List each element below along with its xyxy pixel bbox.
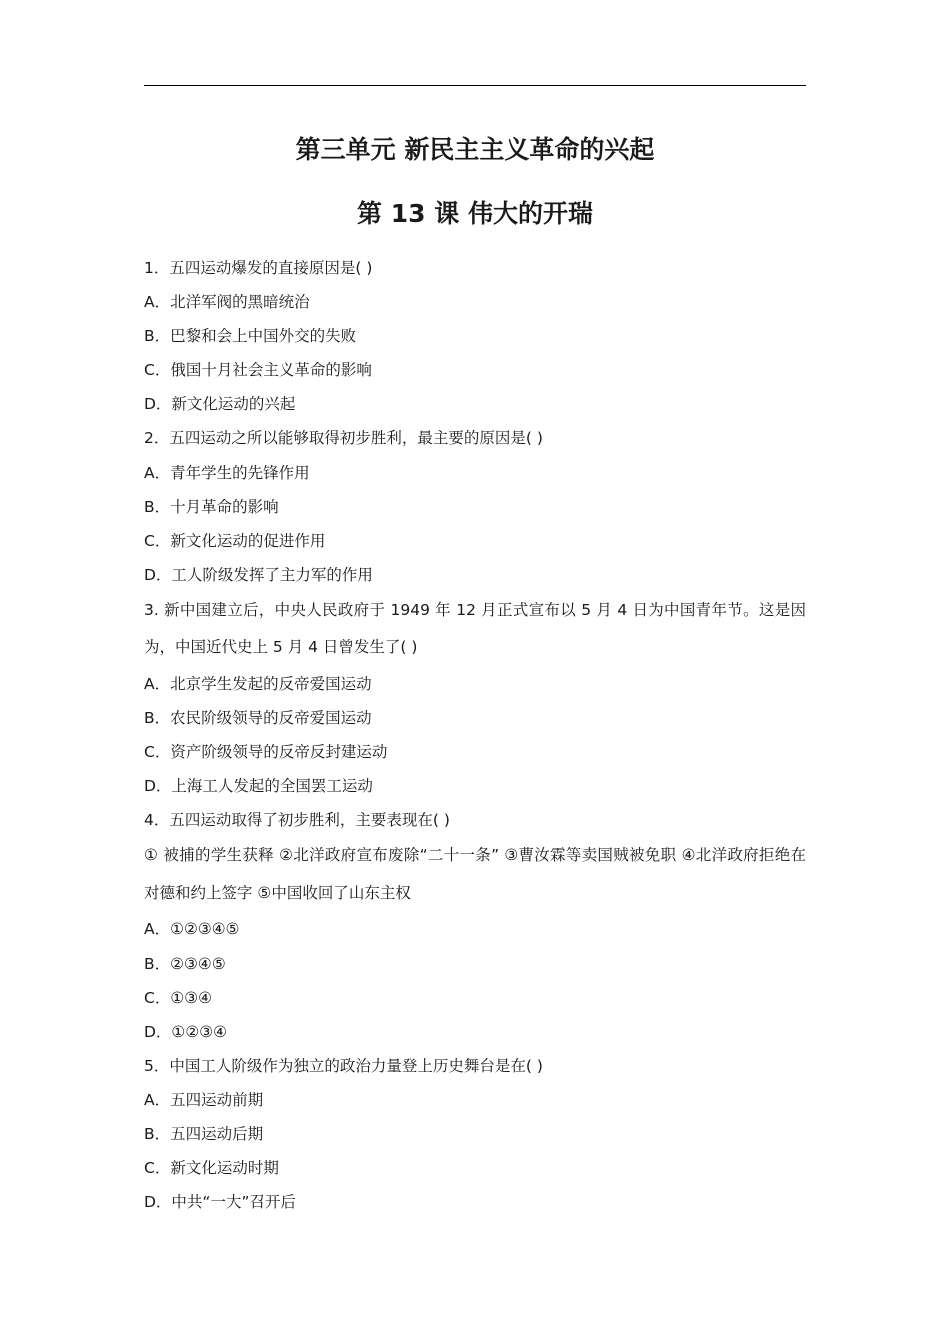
question-stem: 1．五四运动爆发的直接原因是( ) [144, 259, 373, 277]
option-a: A．五四运动前期 [144, 1090, 264, 1109]
option-d: D．新文化运动的兴起 [144, 395, 296, 414]
option-c: C．新文化运动的促进作用 [144, 531, 326, 550]
unit-title: 第三单元 新民主主义革命的兴起 [295, 135, 655, 164]
question-5 [144, 1049, 806, 1219]
question-1 [144, 251, 806, 421]
option-c: C．资产阶级领导的反帝反封建运动 [144, 743, 388, 762]
question-4 [144, 803, 806, 1048]
option-d: D．工人阶级发挥了主力军的作用 [144, 565, 373, 584]
question-stem: 5．中国工人阶级作为独立的政治力量登上历史舞台是在( ) [144, 1056, 543, 1075]
option-b: B．巴黎和会上中国外交的失败 [144, 327, 357, 346]
option-a: A．北京学生发起的反帝爱国运动 [144, 674, 372, 693]
option-a: A．青年学生的先锋作用 [144, 463, 310, 482]
question-stem: 3. 新中国建立后，中央人民政府于 1949 年 12 月正式宣布以 5 月 4 日为中国青年节。这是因为，中国近代史上 5 月 4 日曾发生了( ) [144, 600, 806, 657]
option-b: B．②③④⑤ [144, 954, 226, 973]
question-2 [144, 421, 806, 591]
option-d: D．中共“一大”召开后 [144, 1193, 296, 1212]
question-detail: ① 被捕的学生获释 ②北洋政府宣布废除“二十一条” ③曹汝霖等卖国贼被免职 ④北洋政府拒绝在对德和约上签字 ⑤中国收回了山东主权 [144, 846, 806, 902]
option-c: C．新文化运动时期 [144, 1159, 279, 1178]
option-a: A．北洋军阀的黑暗统治 [144, 293, 310, 312]
option-b: B．十月革命的影响 [144, 497, 279, 516]
option-b: B．农民阶级领导的反帝爱国运动 [144, 709, 372, 728]
lesson-title: 第 13 课 伟大的开瑞 [357, 199, 593, 228]
option-a: A．①②③④⑤ [144, 920, 240, 939]
question-3 [144, 592, 806, 803]
option-c: C．俄国十月社会主义革命的影响 [144, 361, 372, 380]
option-c: C．①③④ [144, 988, 213, 1007]
question-stem: 4．五四运动取得了初步胜利，主要表现在( ) [144, 811, 450, 830]
header-rule [144, 85, 806, 86]
option-b: B．五四运动后期 [144, 1124, 264, 1143]
question-stem: 2．五四运动之所以能够取得初步胜利，最主要的原因是( ) [144, 429, 543, 448]
option-d: D．上海工人发起的全国罢工运动 [144, 777, 373, 796]
option-d: D．①②③④ [144, 1022, 228, 1041]
question-list [144, 251, 806, 1219]
